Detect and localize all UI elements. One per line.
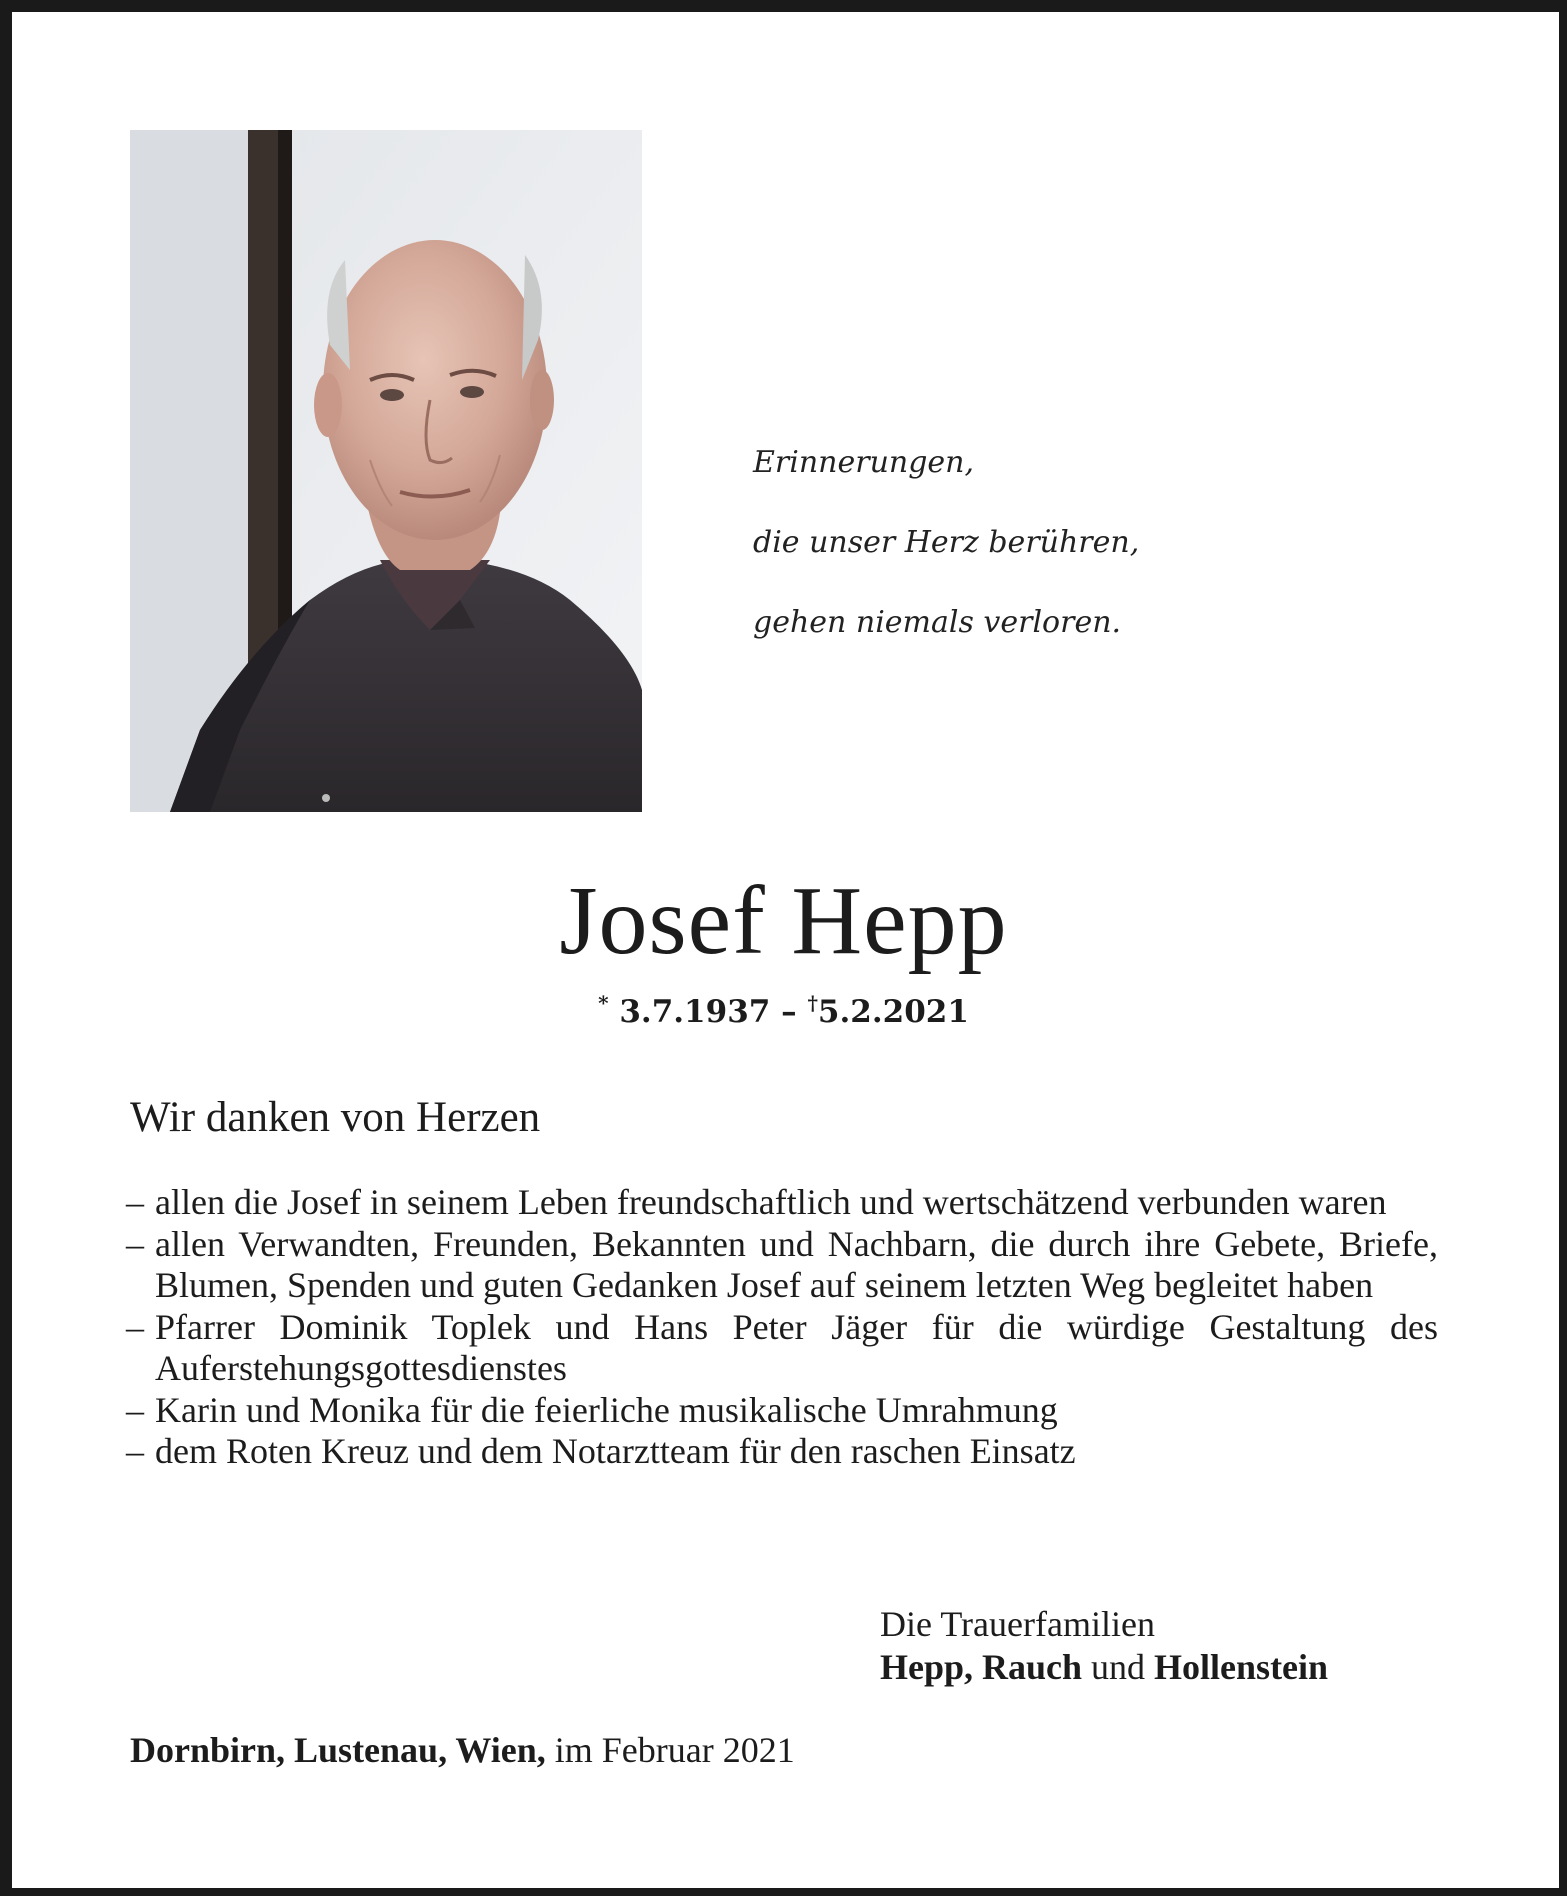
quote-line: Erinnerungen,	[753, 445, 975, 480]
list-dash: –	[126, 1431, 144, 1471]
quote-line: gehen niemals verloren.	[753, 605, 1122, 640]
thanks-heading: Wir danken von Herzen	[130, 1094, 541, 1141]
death-date: 5.2.2021	[817, 994, 969, 1030]
signature-line: Die Trauerfamilien	[880, 1604, 1155, 1644]
family-name-primary: Hepp, Rauch	[880, 1647, 1083, 1687]
list-dash: –	[126, 1306, 144, 1347]
footer-date: im Februar 2021	[554, 1730, 795, 1770]
list-item	[126, 1224, 1438, 1307]
footer-places: Dornbirn, Lustenau, Wien,	[130, 1730, 546, 1770]
portrait-photo	[130, 130, 642, 812]
family-names	[880, 1646, 1440, 1689]
death-symbol: †	[807, 991, 818, 1015]
list-item-text: Pfarrer Dominik Toplek und Hans Peter Jäger für die würdige Gestaltung des Auferstehungsgottesdienstes	[155, 1306, 1438, 1388]
life-dates	[0, 983, 1567, 1032]
list-item-text: dem Roten Kreuz und dem Notarztteam für den raschen Einsatz	[155, 1431, 1076, 1471]
birth-symbol: *	[598, 991, 609, 1015]
memorial-quote	[753, 403, 1273, 683]
list-dash: –	[126, 1389, 144, 1430]
list-item-text: Karin und Monika für die feierliche musikalische Umrahmung	[155, 1389, 1058, 1430]
birth-date: 3.7.1937	[619, 994, 771, 1030]
deceased-name: Josef Hepp	[559, 867, 1008, 975]
family-connector: und	[1091, 1647, 1146, 1687]
list-item	[126, 1307, 1438, 1390]
list-dash: –	[126, 1182, 144, 1222]
list-item	[126, 1182, 1438, 1224]
date-separator: –	[781, 994, 797, 1030]
list-dash: –	[126, 1223, 144, 1264]
quote-line: die unser Herz berühren,	[753, 525, 1140, 560]
signature-block	[880, 1603, 1440, 1689]
list-item-text: allen die Josef in seinem Leben freundschaftlich und wertschätzend verbunden waren	[155, 1182, 1387, 1222]
portrait-illustration	[130, 130, 642, 812]
place-date-line	[130, 1728, 1330, 1772]
list-item	[126, 1431, 1438, 1473]
thanks-list	[126, 1182, 1438, 1473]
list-item	[126, 1390, 1438, 1432]
family-name-secondary: Hollenstein	[1154, 1647, 1329, 1687]
list-item-text: allen Verwandten, Freunden, Bekannten und Nachbarn, die durch ihre Gebete, Briefe, Blumen, Spenden und guten Gedanken Josef auf seinem letzten Weg begleitet haben	[155, 1223, 1438, 1305]
